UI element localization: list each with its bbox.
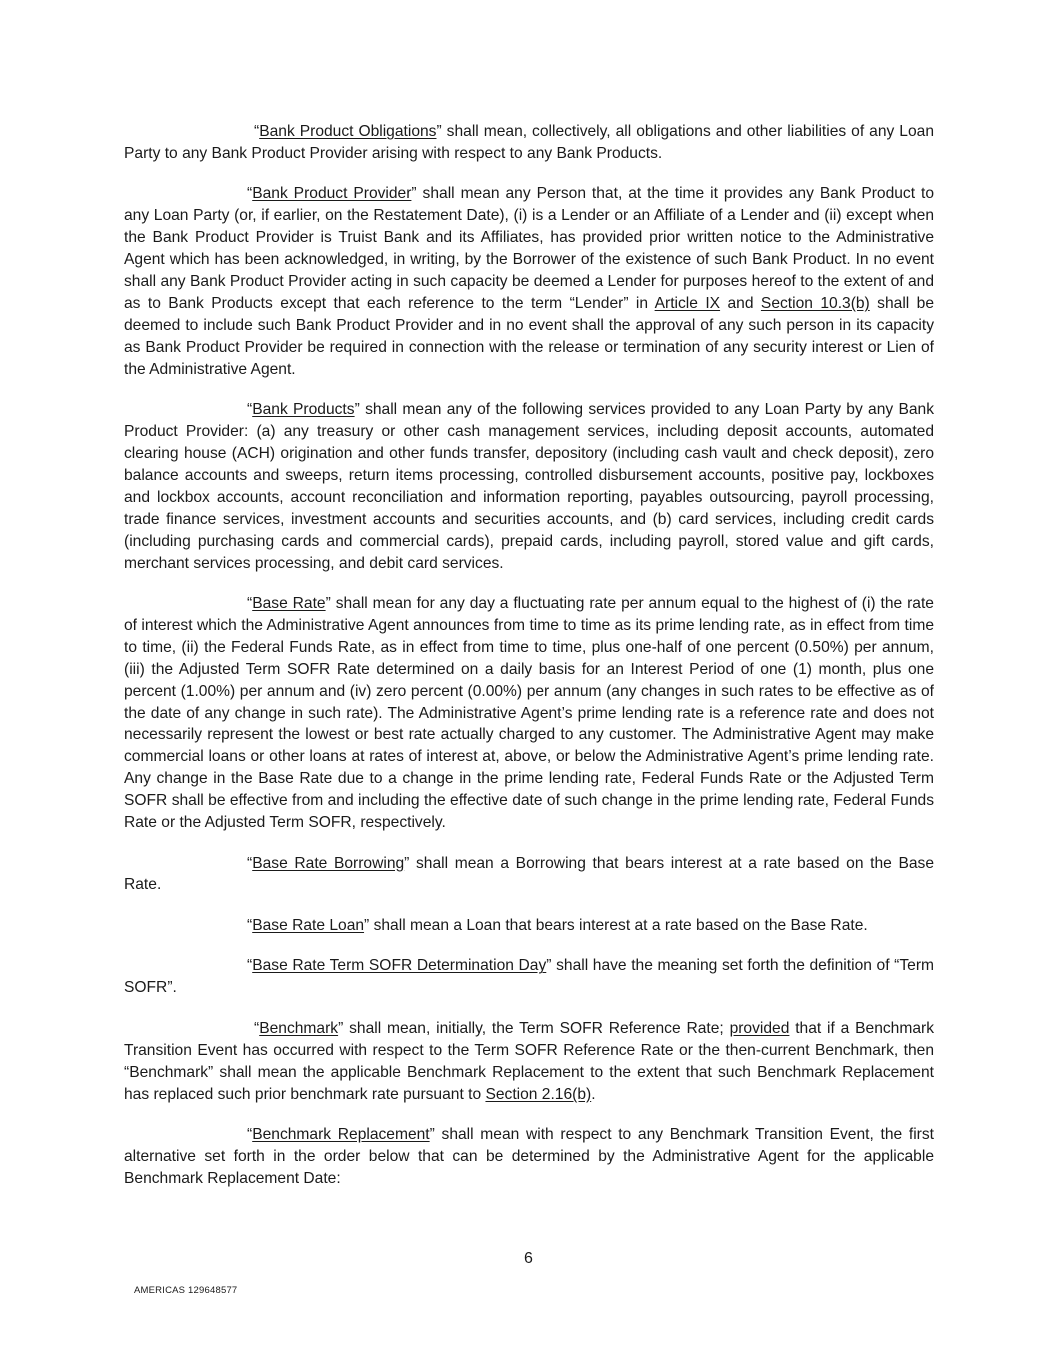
defined-term: Benchmark Replacement — [252, 1126, 430, 1144]
page-number: 6 — [524, 1250, 533, 1267]
document-id: AMERICAS 129648577 — [134, 1285, 238, 1296]
proviso-term: provided — [729, 1019, 790, 1037]
definition-text: shall mean any of the following services provided to any Loan Party by any Bank Product Provider: (a) any treasury or other cash management services, including deposit accounts, automated clearing house (ACH) origination and other funds transfer, depository (including cash vault and check deposit), zero balance accounts and sweeps, return items processing, controlled disbursement accounts, positive pay, lockboxes and lockbox accounts, account reconciliation and information reporting, payables outsourcing, payroll processing, trade finance services, investment accounts and securities accounts, and (b) card services, including credit cards (including purchasing cards and commercial cards), prepaid cards, including payroll, stored value and gift cards, merchant services processing, and debit card services. — [124, 401, 934, 572]
definition-base-rate-term-sofr-determination-day: “Base Rate Term SOFR Determination Day” shall have the meaning set forth the definition of “Term SOFR”. — [124, 957, 935, 997]
defined-term: Base Rate Term SOFR Determination Day — [252, 957, 547, 975]
defined-term: Bank Product Provider — [252, 185, 412, 203]
definition-text: shall have the meaning set forth the definition of “Term SOFR”. — [124, 957, 935, 997]
definition-text: that if a Benchmark Transition Event has occurred with respect to the Term SOFR Reference Rate or the then-current Benchmark, then “Benchmark” shall mean the applicable Benchmark Replacement to the extent that such Benchmark Replacement has replaced such prior benchmark rate pursuant to — [124, 1019, 934, 1103]
definition-base-rate: “Base Rate” shall mean for any day a fluctuating rate per annum equal to the highest of (i) the rate of interest which the Administrative Agent announces from time to time as its prime lending rate, as in effect from time to time, (ii) the Federal Funds Rate, as in effect from time to time, plus one-half of one percent (0.50%) per annum, (iii) the Adjusted Term SOFR Rate determined on a daily basis for an Interest Period of one (1) month, plus one percent (1.00%) per annum and (iv) zero percent (0.00%) per annum (any changes in such rates to be effective as of the date of any change in such rate). The Administrative Agent’s prime lending rate is a reference rate and does not necessarily represent the lowest or best rate actually charged to any customer. The Administrative Agent may make commercial loans or other loans at rates of interest at, above, or below the Administrative Agent’s prime lending rate. Any change in the Base Rate due to a change in the prime lending rate, Federal Funds Rate or the Adjusted Term SOFR shall be effective from and including the effective date of such change in the prime lending rate, Federal Funds Rate or the Adjusted Term SOFR, respectively. — [124, 595, 934, 832]
definition-text: shall mean for any day a fluctuating rate per annum equal to the highest of (i) the rate of interest which the Administrative Agent announces from time to time as its prime lending rate, as in effect from time to time, (ii) the Federal Funds Rate, as in effect from time to time, plus one-half of one percent (0.50%) per annum, (iii) the Adjusted Term SOFR Rate determined on a daily basis for an Interest Period of one (1) month, plus one percent (1.00%) per annum and (iv) zero percent (0.00%) per annum (any changes in such rates to be effective as of the date of any change in such rate). The Administrative Agent’s prime lending rate is a reference rate and does not necessarily represent the lowest or best rate actually charged to any customer. The Administrative Agent may make commercial loans or other loans at rates of interest at, above, or below the Administrative Agent’s prime lending rate. Any change in the Base Rate due to a change in the prime lending rate, Federal Funds Rate or the Adjusted Term SOFR shall be effective from and including the effective date of such change in the prime lending rate, Federal Funds Rate or the Adjusted Term SOFR, respectively. — [124, 595, 934, 832]
definition-text: shall mean with respect to any Benchmark Transition Event, the first alternative set forth in the order below that can be determined by the Administrative Agent for the applicable Benchmark Replacement Date: — [124, 1126, 934, 1187]
definition-bank-products: “Bank Products” shall mean any of the following services provided to any Loan Party by any Bank Product Provider: (a) any treasury or other cash management services, including deposit accounts, automated clearing house (ACH) origination and other funds transfer, depository (including cash vault and check deposit), zero balance accounts and sweeps, return items processing, controlled disbursement accounts, positive pay, lockboxes and lockbox accounts, account reconciliation and information reporting, payables outsourcing, payroll processing, trade finance services, investment accounts and securities accounts, and (b) card services, including credit cards (including purchasing cards and commercial cards), prepaid cards, including payroll, stored value and gift cards, merchant services processing, and debit card services. — [124, 401, 934, 572]
definition-bank-product-obligations: “Bank Product Obligations” shall mean, collectively, all obligations and other liabilities of any Loan Party to any Bank Product Provider arising with respect to any Bank Products. — [124, 123, 934, 162]
document-body — [124, 121, 934, 1190]
defined-term: Base Rate Borrowing — [252, 854, 405, 872]
definition-text: shall be deemed to include such Bank Product Provider and in no event shall the approval of any such person in its capacity as Bank Product Provider be required in connection with the release or termination of any security interest or Lien of the Administrative Agent. — [124, 294, 934, 378]
definition-base-rate-borrowing: “Base Rate Borrowing” shall mean a Borrowing that bears interest at a rate based on the Base Rate. — [124, 854, 934, 894]
definition-text: shall mean any Person that, at the time it provides any Bank Product to any Loan Party (or, if earlier, on the Restatement Date), (i) is a Lender or an Affiliate of a Lender and (ii) except when the Bank Product Provider is Truist Bank and its Affiliates, has provided prior written notice to the Administrative Agent which has been acknowledged, in writing, by the Borrower of the existence of such Bank Product. In no event shall any Bank Product Provider acting in such capacity be deemed a Lender for purposes hereof to the extent of and as to Bank Products except that each reference to the term “Lender” in — [124, 185, 934, 312]
definition-text: shall mean, collectively, all obligations and other liabilities of any Loan Party to any Bank Product Provider arising with respect to any Bank Products. — [124, 123, 934, 162]
definition-base-rate-loan: “Base Rate Loan” shall mean a Loan that bears interest at a rate based on the Base Rate. — [247, 916, 868, 934]
definition-text: shall mean, initially, the Term SOFR Reference Rate; — [343, 1019, 730, 1037]
defined-term: Base Rate — [252, 595, 326, 612]
definition-bank-product-provider: “Bank Product Provider” shall mean any Person that, at the time it provides any Bank Product to any Loan Party (or, if earlier, on the Restatement Date), (i) is a Lender or an Affiliate of a Lender and (ii) except when the Bank Product Provider is Truist Bank and its Affiliates, has provided prior written notice to the Administrative Agent which has been acknowledged, in writing, by the Borrower of the existence of such Bank Product. In no event shall any Bank Product Provider acting in such capacity be deemed a Lender for purposes hereof to the extent of and as to Bank Products except that each reference to the term “Lender” in Article IX and Section 10.3(b) shall be deemed to include such Bank Product Provider and in no event shall the approval of any such person in its capacity as Bank Product Provider be required in connection with the release or termination of any security interest or Lien of the Administrative Agent. — [124, 185, 934, 378]
definition-text: shall mean a Loan that bears interest at a rate based on the Base Rate. — [369, 916, 868, 934]
definition-text: . — [591, 1085, 596, 1103]
cross-reference: Article IX — [654, 294, 721, 312]
cross-reference: Section 2.16(b) — [485, 1085, 592, 1103]
defined-term: Bank Products — [252, 401, 355, 419]
defined-term: Base Rate Loan — [252, 916, 365, 934]
cross-reference: Section 10.3(b) — [760, 294, 870, 312]
definition-text: shall mean a Borrowing that bears interest at a rate based on the Base Rate. — [124, 854, 934, 894]
definition-benchmark: “Benchmark” shall mean, initially, the Term SOFR Reference Rate; provided that if a Benchmark Transition Event has occurred with respect to the Term SOFR Reference Rate or the then-current Benchmark, then “Benchmark” shall mean the applicable Benchmark Replacement to the extent that such Benchmark Replacement has replaced such prior benchmark rate pursuant to Section 2.16(b). — [124, 1019, 934, 1103]
definition-benchmark-replacement: “Benchmark Replacement” shall mean with respect to any Benchmark Transition Event, the first alternative set forth in the order below that can be determined by the Administrative Agent for the applicable Benchmark Replacement Date: — [124, 1126, 934, 1187]
defined-term: Benchmark — [259, 1019, 339, 1037]
defined-term: Bank Product Obligations — [259, 123, 437, 140]
definition-text: and — [720, 294, 761, 312]
